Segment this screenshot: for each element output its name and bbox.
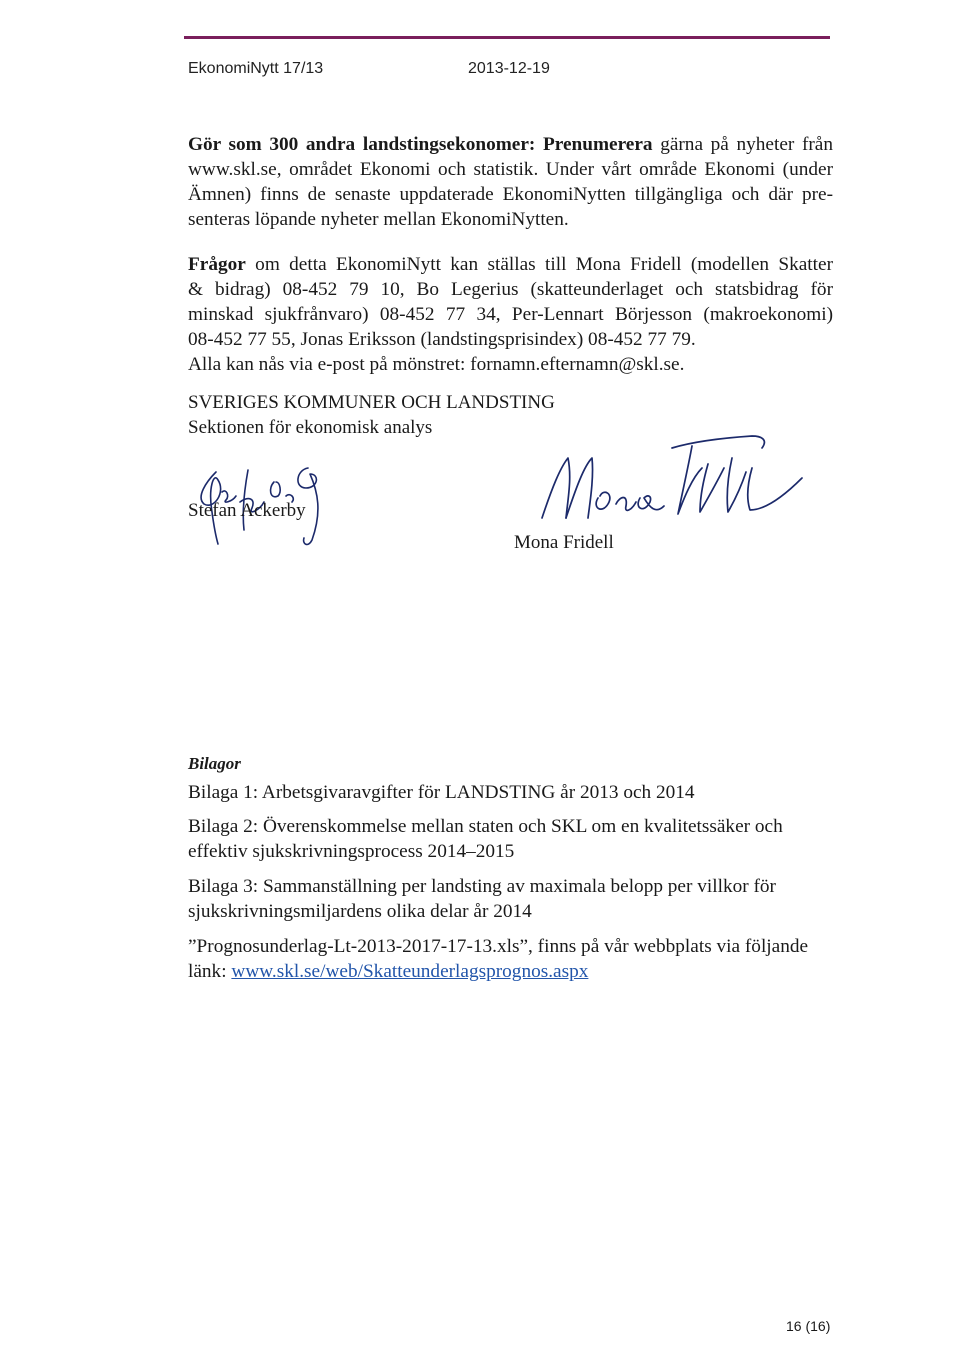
bilaga-4-line-1: ”Prognosunderlag-Lt-2013-2017-17-13.xls”, finns på vår webbplats via följande xyxy=(188,936,809,957)
intro-line-2: www.skl.se, området Ekonomi och statistik. Under vårt område Ekonomi (under xyxy=(188,159,833,180)
questions-line-4: 08-452 77 55, Jonas Eriksson (landstingsprisindex) 08-452 77 79. xyxy=(188,329,696,350)
questions-paragraph xyxy=(188,252,833,377)
page-header xyxy=(188,60,550,78)
organization-section: Sektionen för ekonomisk analys xyxy=(188,417,433,438)
bilaga-2-line-1: Bilaga 2: Överenskommelse mellan staten och SKL om en kvalitetssäker och xyxy=(188,816,783,837)
bilaga-4-line-2 xyxy=(188,959,833,984)
header-rule xyxy=(184,36,830,39)
bilaga-4 xyxy=(188,934,833,984)
bilaga-2 xyxy=(188,814,833,864)
signature-name-left: Stefan Ackerby xyxy=(188,500,306,521)
organization-name: SVERIGES KOMMUNER OCH LANDSTING xyxy=(188,392,555,413)
intro-line-1-rest: gärna på nyheter från xyxy=(660,134,833,155)
intro-line-1 xyxy=(188,132,833,157)
signature-name-right: Mona Fridell xyxy=(514,532,614,553)
skatteunderlagsprognos-link[interactable]: www.skl.se/web/Skatteunderlagsprognos.aspx xyxy=(231,961,589,982)
bilagor-heading: Bilagor xyxy=(188,754,241,773)
questions-line-1-rest: om detta EkonomiNytt kan ställas till Mona Fridell (modellen Skatter xyxy=(255,254,833,275)
bilaga-3 xyxy=(188,874,833,924)
intro-line-4: senteras löpande nyheter mellan EkonomiNytten. xyxy=(188,209,569,230)
page-number: 16 (16) xyxy=(786,1318,831,1334)
publication-date: 2013-12-19 xyxy=(468,60,550,77)
bilaga-4-link-prefix: länk: xyxy=(188,961,227,982)
questions-line-1 xyxy=(188,252,833,277)
organization-block xyxy=(188,390,555,440)
questions-bold-lead: Frågor xyxy=(188,254,246,275)
intro-paragraph xyxy=(188,132,833,232)
bilaga-1-text: Bilaga 1: Arbetsgivaravgifter för LANDSTING år 2013 och 2014 xyxy=(188,782,695,803)
bilaga-2-line-2: effektiv sjukskrivningsprocess 2014–2015 xyxy=(188,841,515,862)
publication-title: EkonomiNytt 17/13 xyxy=(188,60,324,77)
intro-line-3: Ämnen) finns de senaste uppdaterade EkonomiNytten tillgängliga och där pre- xyxy=(188,184,833,205)
questions-line-2: & bidrag) 08-452 79 10, Bo Legerius (skatteunderlaget och statsbidrag för xyxy=(188,279,833,300)
bilaga-3-line-1: Bilaga 3: Sammanställning per landsting av maximala belopp per villkor för xyxy=(188,876,776,897)
bilaga-1 xyxy=(188,780,833,805)
bilaga-3-line-2: sjukskrivningsmiljardens olika delar år 2014 xyxy=(188,901,532,922)
questions-line-3: minskad sjukfrånvaro) 08-452 77 34, Per-Lennart Börjesson (makroekonomi) xyxy=(188,304,833,325)
questions-line-5: Alla kan nås via e-post på mönstret: fornamn.efternamn@skl.se. xyxy=(188,354,685,375)
intro-bold-lead: Gör som 300 andra landstingsekonomer: Prenumerera xyxy=(188,134,653,155)
signature-mona-fridell xyxy=(532,418,812,528)
